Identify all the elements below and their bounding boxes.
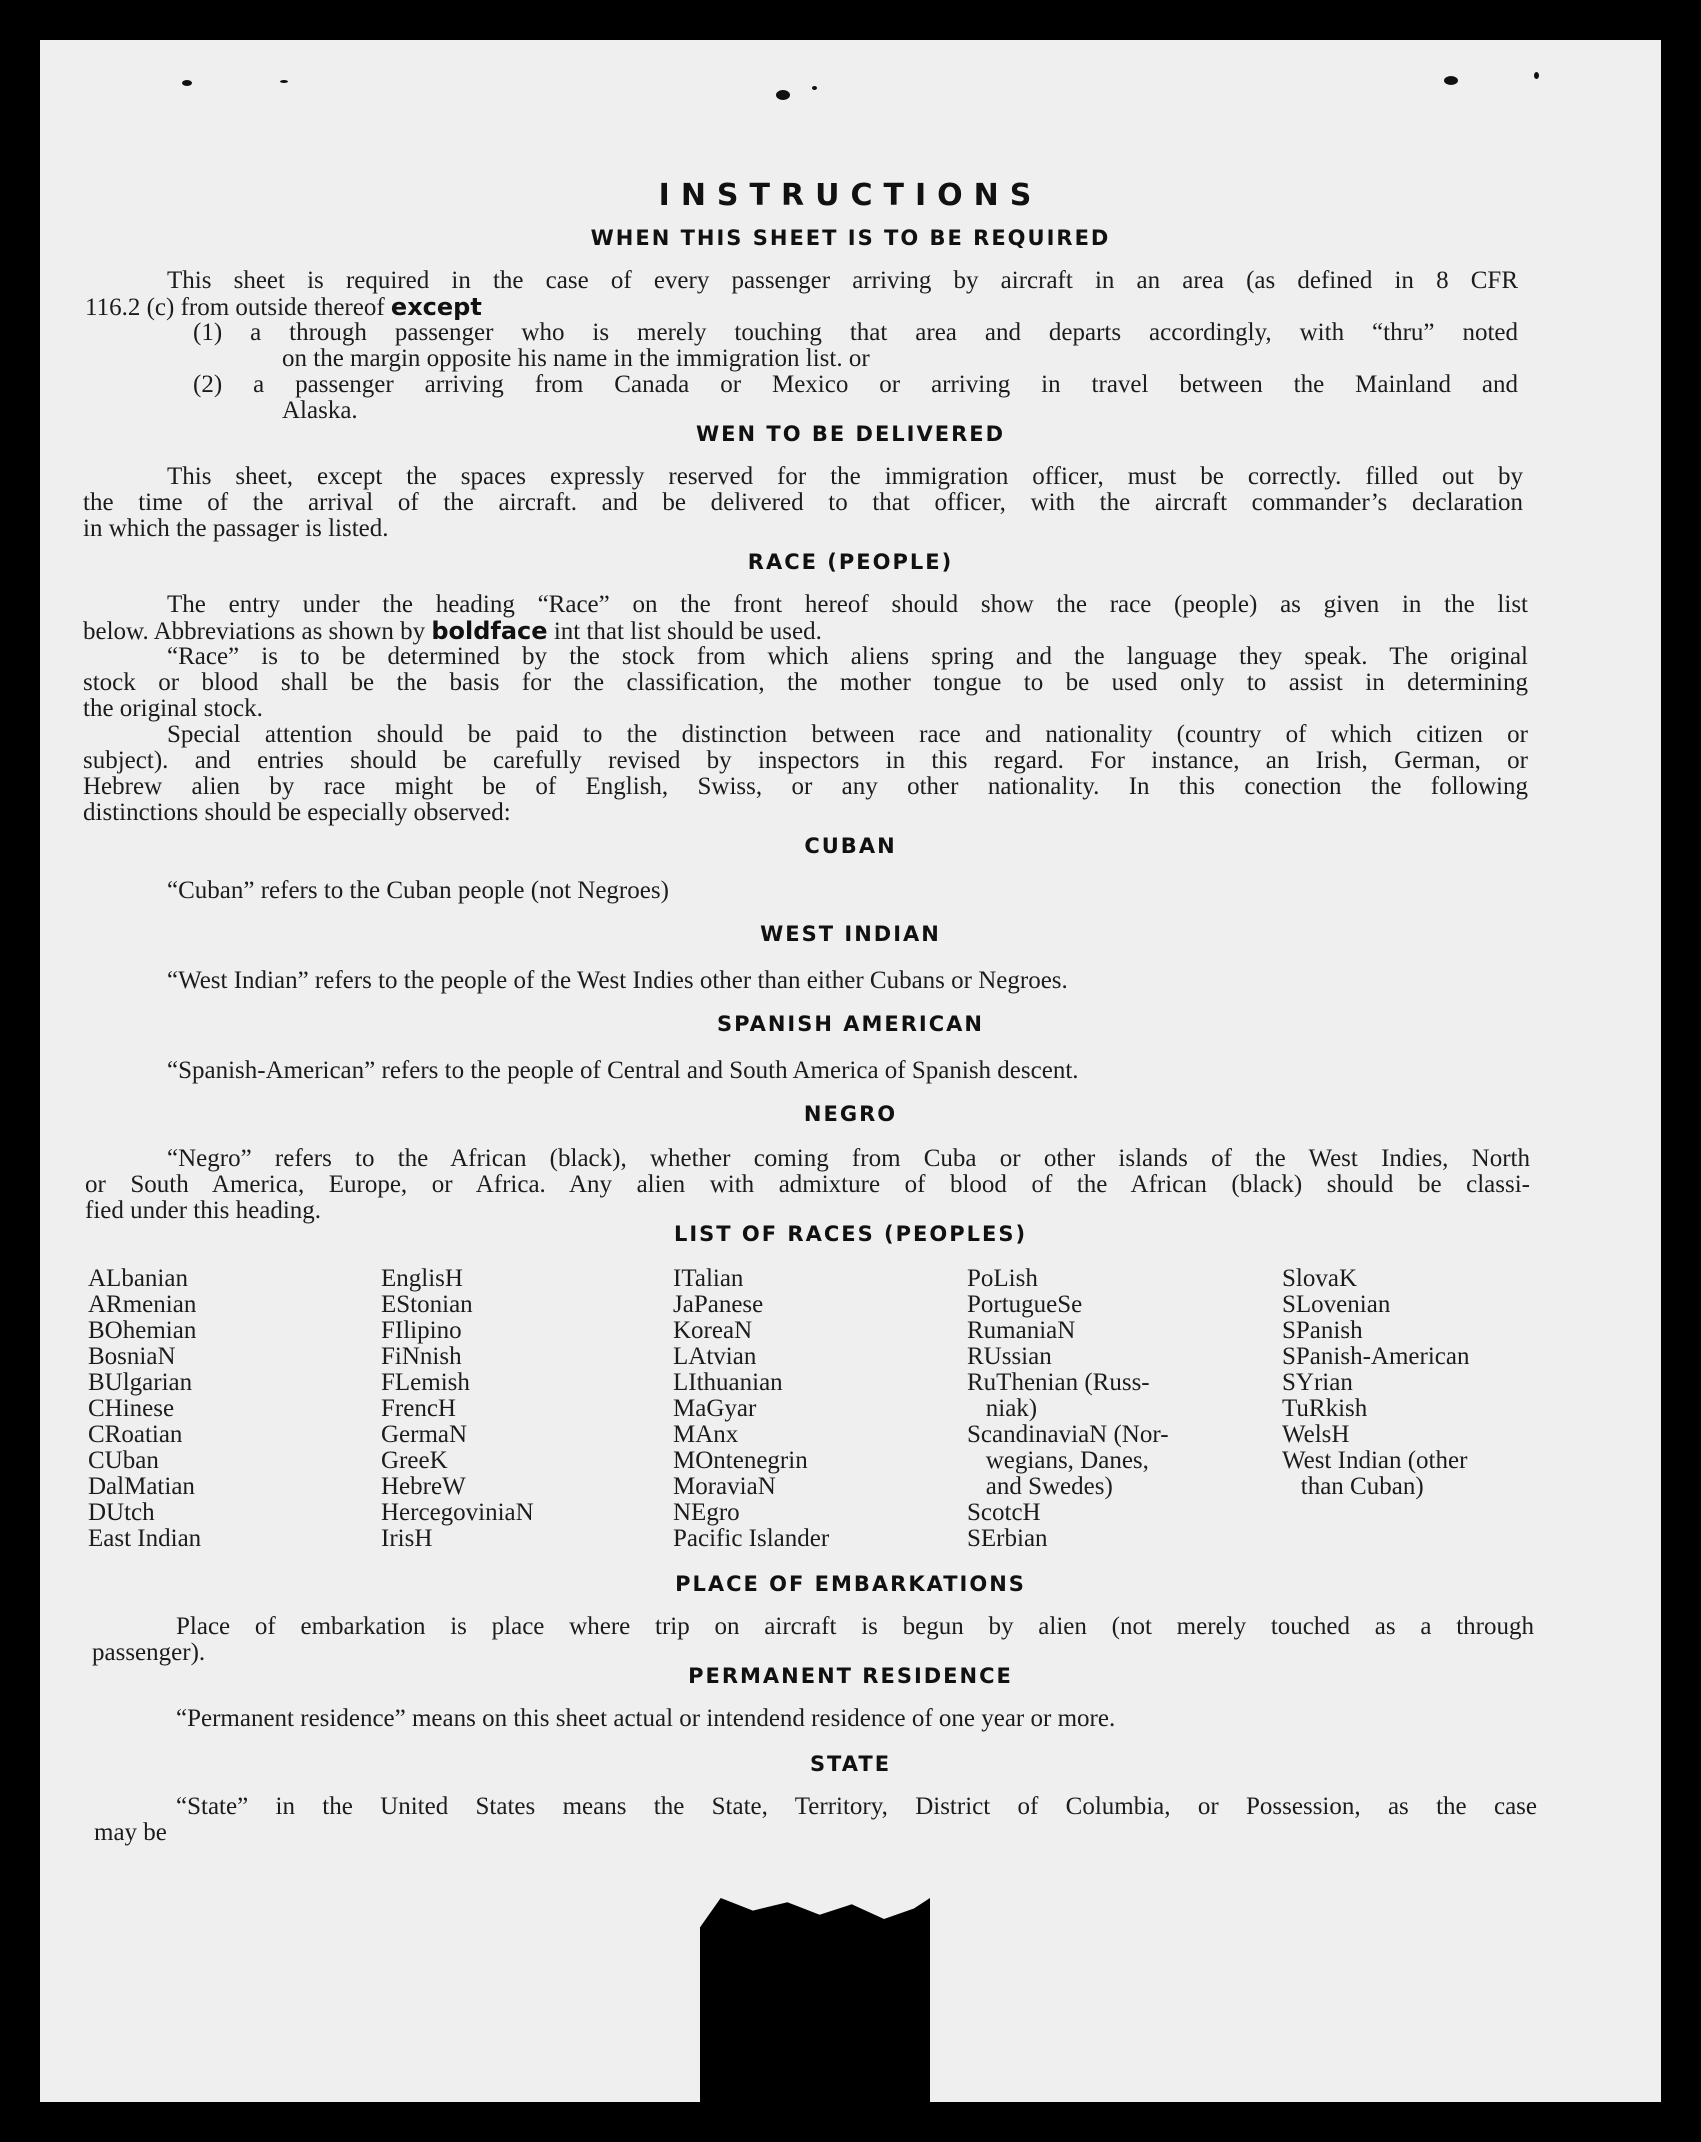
race-list-item: FLemish (381, 1369, 470, 1396)
race-text-line: Hebrew alien by race might be of English, Swiss, or any other nationality. In this conection the following (83, 773, 1528, 800)
race-list-item: EnglisH (381, 1265, 463, 1292)
race-text-line: “Race” is to be determined by the stock from which aliens spring and the language they speak. The original (167, 643, 1528, 670)
race-list-item: RUssian (967, 1343, 1052, 1370)
race-list-item: ALbanian (88, 1265, 188, 1292)
section-heading-residence: PERMANENT RESIDENCE (688, 1664, 1013, 1688)
delivered-text-line: This sheet, except the spaces expressly reserved for the immigration officer, must be correctly. filled out by (167, 463, 1523, 490)
required-text-line (85, 294, 482, 321)
race-list-item: BosniaN (88, 1343, 176, 1370)
race-list-item: ARmenian (88, 1291, 197, 1318)
ink-speck (280, 80, 288, 83)
west-indian-definition: “West Indian” refers to the people of the West Indies other than either Cubans or Negroes. (167, 967, 1068, 994)
race-list-column-2 (381, 1266, 534, 1552)
race-text-line: the original stock. (83, 695, 263, 722)
delivered-text-line: in which the passager is listed. (83, 515, 389, 542)
race-list-item: West Indian (other (1282, 1447, 1468, 1474)
ink-speck (1444, 76, 1458, 85)
ink-speck (182, 80, 192, 86)
race-list-item: MOntenegrin (673, 1447, 808, 1474)
race-list-item: SPanish-American (1282, 1343, 1470, 1370)
negro-text-line: “Negro” refers to the African (black), whether coming from Cuba or other islands of the West Indies, North (167, 1145, 1530, 1172)
spanish-american-definition: “Spanish-American” refers to the people of Central and South America of Spanish descent. (167, 1057, 1079, 1084)
race-list-item: BOhemian (88, 1317, 197, 1344)
race-list-item: MoraviaN (673, 1473, 776, 1500)
race-list-item: RumaniaN (967, 1317, 1076, 1344)
race-list-column-3 (673, 1266, 829, 1552)
race-list-item: CRoatian (88, 1421, 183, 1448)
race-list-item: PoLish (967, 1265, 1038, 1292)
race-list-item: CUban (88, 1447, 159, 1474)
state-text-line: “State” in the United States means the State, Territory, District of Columbia, or Possession, as the case (176, 1793, 1537, 1820)
race-list-column-4 (967, 1266, 1169, 1552)
section-heading-spanish-american: SPANISH AMERICAN (717, 1012, 984, 1036)
exception-item-2: (2) a passenger arriving from Canada or Mexico or arriving in travel between the Mainland and (193, 371, 1518, 398)
race-text-line: subject). and entries should be carefully revised by inspectors in this regard. For instance, an Irish, German, or (83, 747, 1528, 774)
race-list-item: LAtvian (673, 1343, 757, 1370)
exception-item-2-cont: Alaska. (282, 397, 358, 424)
race-list-item: Pacific Islander (673, 1525, 830, 1552)
section-heading-delivered: WEN TO BE DELIVERED (695, 422, 1006, 446)
negro-text-line: or South America, Europe, or Africa. Any alien with admixture of blood of the African (black) should be classi- (85, 1171, 1530, 1198)
race-text-start: below. Abbreviations as shown by (83, 618, 426, 645)
race-list-item: FrencH (381, 1395, 456, 1422)
race-list-item: East Indian (88, 1525, 202, 1552)
cuban-definition: “Cuban” refers to the Cuban people (not Negroes) (167, 877, 669, 904)
race-list-item: ScandinaviaN (Nor- (967, 1421, 1169, 1448)
state-text-line: may be (94, 1819, 167, 1846)
race-list-item: BUlgarian (88, 1369, 193, 1396)
race-list-item: IrisH (381, 1525, 433, 1552)
race-list-item: LIthuanian (673, 1369, 783, 1396)
race-list-column-1 (88, 1266, 201, 1552)
race-list-item: RuThenian (Russ- (967, 1369, 1150, 1396)
race-text-line: The entry under the heading “Race” on the front hereof should show the race (people) as given in the list (167, 591, 1528, 618)
race-list-item: GermaN (381, 1421, 468, 1448)
section-heading-race: RACE (PEOPLE) (747, 550, 954, 574)
race-list-item: GreeK (381, 1447, 448, 1474)
race-list-item: CHinese (88, 1395, 175, 1422)
race-list-item: DUtch (88, 1499, 155, 1526)
race-list-item: SPanish (1282, 1317, 1363, 1344)
section-heading-state: STATE (809, 1752, 892, 1776)
race-list-item: FiNnish (381, 1343, 462, 1370)
race-list-item: niak) (967, 1395, 1038, 1422)
negro-text-line: fied under this heading. (85, 1197, 322, 1224)
race-list-item: NEgro (673, 1499, 740, 1526)
race-list-item: JaPanese (673, 1291, 764, 1318)
except-emphasis: except (390, 293, 482, 321)
race-list-item: KoreaN (673, 1317, 753, 1344)
race-list-item: HercegoviniaN (381, 1499, 534, 1526)
exception-item-1: (1) a through passenger who is merely touching that area and departs accordingly, with “thru” noted (193, 319, 1518, 346)
race-list-item: than Cuban) (1282, 1473, 1424, 1500)
race-list-item: SYrian (1282, 1369, 1353, 1396)
exception-item-1-cont: on the margin opposite his name in the immigration list. or (282, 345, 870, 372)
section-heading-embarkation: PLACE OF EMBARKATIONS (675, 1572, 1026, 1596)
race-text-line: Special attention should be paid to the distinction between race and nationality (country of which citizen or (167, 721, 1528, 748)
ink-speck (812, 86, 817, 90)
section-heading-west-indian: WEST INDIAN (760, 922, 941, 946)
embarkation-text-line: passenger). (92, 1639, 206, 1666)
embarkation-text-line: Place of embarkation is place where trip on aircraft is begun by alien (not merely touched as a through (176, 1613, 1534, 1640)
race-list-item: TuRkish (1282, 1395, 1368, 1422)
race-list-item: wegians, Danes, (967, 1447, 1149, 1474)
residence-definition: “Permanent residence” means on this sheet actual or intendend residence of one year or more. (176, 1705, 1116, 1732)
section-heading-cuban: CUBAN (804, 834, 897, 858)
race-list-item: SErbian (967, 1525, 1048, 1552)
ink-speck (776, 90, 790, 100)
race-list-item: ITalian (673, 1265, 744, 1292)
torn-edge (700, 1898, 930, 2108)
race-list-item: MaGyar (673, 1395, 757, 1422)
race-text-line: distinctions should be especially observed: (83, 799, 511, 826)
race-text-line (83, 618, 822, 645)
ink-speck (1534, 72, 1539, 79)
section-heading-races: LIST OF RACES (PEOPLES) (673, 1222, 1028, 1246)
race-text-end: int that list should be used. (553, 618, 822, 645)
race-list-item: PortugueSe (967, 1291, 1083, 1318)
boldface-emphasis: boldface (431, 617, 548, 645)
section-heading-negro: NEGRO (803, 1102, 898, 1126)
race-list-item: ScotcH (967, 1499, 1041, 1526)
section-heading-required: WHEN THIS SHEET IS TO BE REQUIRED (590, 226, 1111, 250)
delivered-text-line: the time of the arrival of the aircraft. and be delivered to that officer, with the aircraft commander’s declaration (83, 489, 1523, 516)
race-list-item: SLovenian (1282, 1291, 1391, 1318)
required-text-start: 116.2 (c) from outside thereof (85, 294, 385, 321)
race-list-item: WelsH (1282, 1421, 1350, 1448)
race-list-item: FIlipino (381, 1317, 462, 1344)
race-list-item: HebreW (381, 1473, 466, 1500)
race-list-item: DalMatian (88, 1473, 195, 1500)
race-list-item: and Swedes) (967, 1473, 1113, 1500)
race-list-item: SlovaK (1282, 1265, 1357, 1292)
page-title: INSTRUCTIONS (658, 178, 1043, 213)
race-list-column-5 (1282, 1266, 1469, 1500)
race-list-item: MAnx (673, 1421, 739, 1448)
race-text-line: stock or blood shall be the basis for the classification, the mother tongue to be used only to assist in determining (83, 669, 1528, 696)
required-text-line: This sheet is required in the case of every passenger arriving by aircraft in an area (as defined in 8 CFR (167, 267, 1518, 294)
race-list-item: EStonian (381, 1291, 473, 1318)
